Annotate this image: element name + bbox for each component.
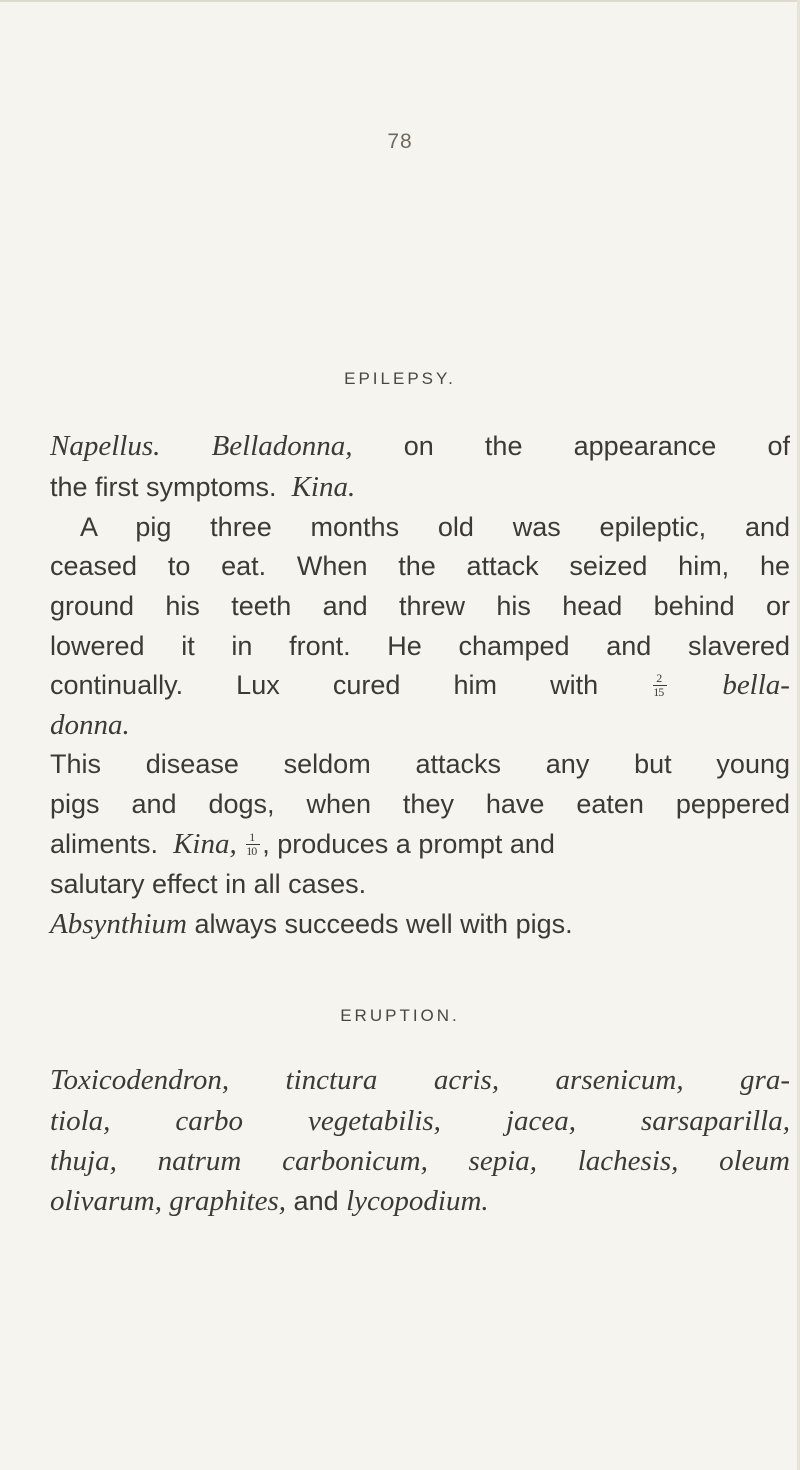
eruption-p1-line4: [50, 1183, 790, 1219]
epilepsy-p2-line2: ceased to eat. When the attack seized him, he: [50, 551, 790, 581]
section-heading-eruption: ERUPTION.: [340, 1006, 460, 1025]
remedy-kina: Kina.: [291, 471, 356, 503]
fraction-denominator: 15: [653, 685, 664, 699]
fraction-numerator: 1: [249, 830, 256, 844]
remedy-bella-donna: bella-: [722, 669, 790, 701]
epilepsy-p1-line1: [50, 428, 790, 464]
remedy-lycopodium: lycopodium.: [346, 1185, 489, 1217]
section-heading-epilepsy: EPILEPSY.: [344, 369, 456, 388]
fraction-one-tenth: [246, 829, 260, 857]
eruption-p1-line3: thuja, natrum carbonicum, sepia, lachesis, oleum: [50, 1145, 790, 1177]
remedy-kina-2: Kina,: [173, 828, 237, 860]
remedy-absynthium: Absynthium: [50, 908, 187, 940]
eruption-remedies-end: olivarum, graphites,: [50, 1185, 287, 1217]
epilepsy-p1-line2: [50, 469, 790, 505]
epilepsy-p2-line1: A pig three months old was epileptic, and: [80, 512, 790, 542]
epilepsy-p2-line5-text: continually. Lux cured him with: [50, 670, 599, 700]
page-number: 78: [387, 130, 413, 153]
epilepsy-p3-aliments: aliments.: [50, 829, 159, 859]
eruption-and: and: [293, 1186, 339, 1216]
eruption-p1-line2: tiola, carbo vegetabilis, jacea, sarsaparilla,: [50, 1105, 790, 1137]
epilepsy-p2-line5: [50, 667, 790, 703]
eruption-p1-line1: Toxicodendron, tinctura acris, arsenicum, gra-: [50, 1064, 790, 1096]
epilepsy-p2-line4: lowered it in front. He champed and slavered: [50, 631, 790, 661]
remedy-donna: donna.: [50, 709, 130, 741]
epilepsy-p3-line4: salutary effect in all cases.: [50, 869, 367, 899]
epilepsy-p2-line6: [50, 707, 790, 743]
epilepsy-p3-line3: [50, 826, 790, 862]
fraction-two-fifteenths: [653, 670, 667, 698]
remedy-napellus: Napellus.: [50, 430, 161, 462]
epilepsy-p1-text1: on the appearance of: [403, 431, 790, 461]
epilepsy-p3-line3-text: , produces a prompt and: [262, 829, 555, 859]
remedy-belladonna: Belladonna,: [211, 430, 353, 462]
page-top-edge: [0, 0, 800, 2]
epilepsy-p2-line3: ground his teeth and threw his head behind or: [50, 591, 790, 621]
fraction-denominator: 10: [246, 844, 257, 858]
epilepsy-p1-text2: the first symptoms.: [50, 472, 277, 502]
epilepsy-p4-text: always succeeds well with pigs.: [194, 909, 573, 939]
fraction-numerator: 2: [656, 671, 663, 685]
epilepsy-p3-line1: This disease seldom attacks any but young: [50, 749, 790, 779]
epilepsy-p4-line1: [50, 906, 790, 942]
epilepsy-p3-line2: pigs and dogs, when they have eaten peppered: [50, 789, 790, 819]
